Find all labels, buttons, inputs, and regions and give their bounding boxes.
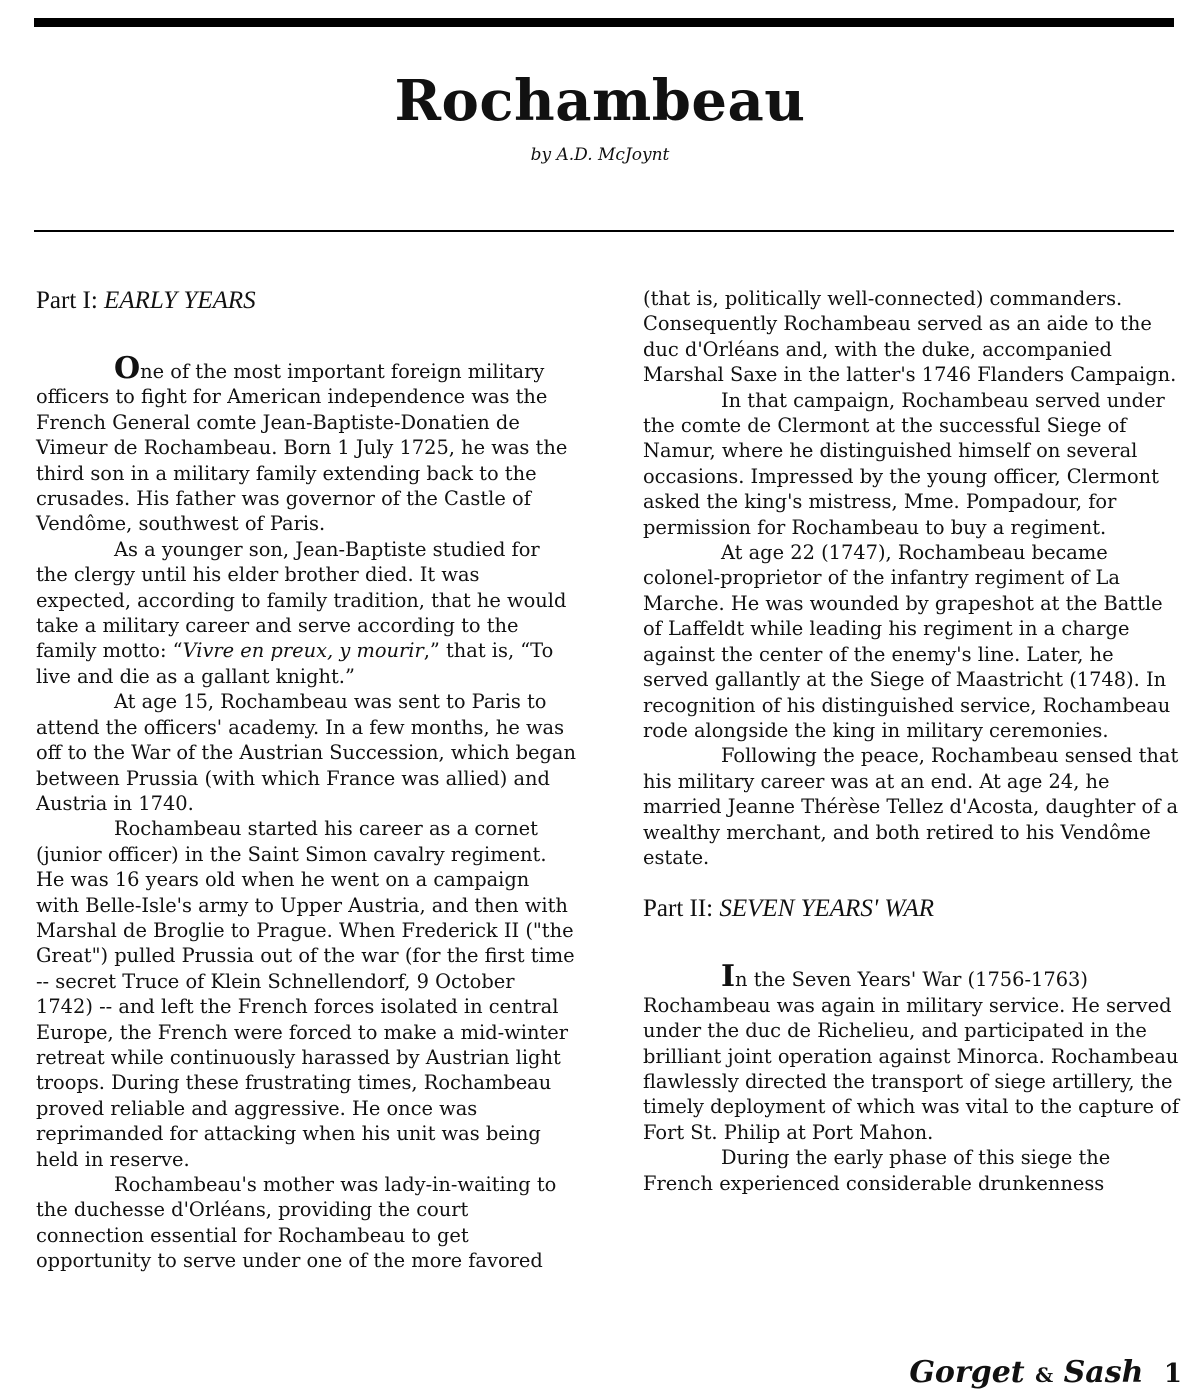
publication-name-part2: Sash	[1063, 1355, 1144, 1390]
left-column	[36, 286, 576, 1274]
publication-name-part1: Gorget	[909, 1355, 1025, 1390]
publication-footer	[909, 1355, 1182, 1390]
paragraph: At age 15, Rochambeau was sent to Paris to attend the officers' academy. In a few months, he was off to the War of the Austrian Succession, which began between Prussia (with which France was allied) and Austria in 1740.	[36, 690, 576, 815]
part1-label: Part I:	[36, 287, 105, 314]
paragraph: Rochambeau's mother was lady-in-waiting to the duchesse d'Orléans, providing the court connection essential for Rochambeau to get opportunity to serve under one of the more favored	[36, 1173, 557, 1273]
paragraph: In that campaign, Rochambeau served under the comte de Clermont at the successful Siege of Namur, where he distinguished himself on several occasions. Impressed by the young officer, Clermont asked the king's mistress, Mme. Pompadour, for permission for Rochambeau to buy a regiment.	[643, 388, 1165, 539]
right-column	[643, 286, 1183, 1196]
paragraph: Rochambeau started his career as a cornet (junior officer) in the Saint Simon cavalry regiment. He was 16 years old when he went on a campaign with Belle-Isle's army to Upper Austria, and then with Marshal de Broglie to Prague. When Frederick II ("the Great") pulled Prussia out of the war (for the first time -- secret Truce of Klein Schnellendorf, 9 October 1742) -- and left the French forces isolated in central Europe, the French were forced to make a mid-winter retreat while continuously harassed by Austrian light troops. During these frustrating times, Rochambeau proved reliable and aggressive. He once was reprimanded for attacking when his unit was being held in reserve.	[36, 817, 575, 1171]
header-rule	[34, 230, 1174, 232]
byline: by A.D. McJoynt	[530, 145, 670, 165]
part1-heading	[36, 286, 576, 316]
drop-cap: O	[114, 351, 141, 386]
paragraph	[36, 351, 576, 537]
paragraph-text: n the Seven Years' War (1756-1763) Rochambeau was again in military service. He served under the duc de Richelieu, and participated in the brilliant joint operation against Minorca. Rochambeau flawlessly directed the transport of siege artillery, the timely deployment of which was vital to the capture of Fort St. Philip at Port Mahon.	[643, 968, 1179, 1144]
paragraph	[36, 537, 576, 689]
drop-cap: I	[721, 959, 736, 995]
ampersand: &	[1035, 1363, 1054, 1387]
part2-heading	[643, 894, 1183, 924]
paragraph: Following the peace, Rochambeau sensed that his military career was at an end. At age 24, he married Jeanne Thérèse Tellez d'Acosta, daughter of a wealthy merchant, and both retired to his Vendôme estate.	[643, 744, 1179, 869]
part1-title: EARLY YEARS	[104, 287, 256, 314]
paragraph-text: ,” that is, “To live and die as a gallant knight.”	[36, 639, 554, 688]
article-title: Rochambeau	[394, 68, 806, 134]
paragraph-text: ne of the most important foreign military officers to fight for American independence was the French General comte Jean-Baptiste-Donatien de Vimeur de Rochambeau. Born 1 July 1725, he was the third son in a military family extending back to the crusades. His father was governor of the Castle of Vendôme, southwest of Paris.	[36, 360, 568, 536]
paragraph	[643, 959, 1183, 1145]
paragraph: At age 22 (1747), Rochambeau became colonel-proprietor of the infantry regiment of La Marche. He was wounded by grapeshot at the Battle of Laffeldt while leading his regiment in a charge against the center of the enemy's line. Later, he served gallantly at the Siege of Maastricht (1748). In recognition of his distinguished service, Rochambeau rode alongside the king in military ceremonies.	[643, 541, 1171, 742]
paragraph: During the early phase of this siege the French experienced considerable drunkenness	[643, 1146, 1111, 1195]
page-number: 1	[1163, 1359, 1182, 1389]
top-rule	[34, 18, 1174, 27]
part2-label: Part II:	[643, 895, 720, 923]
family-motto: Vivre en preux, y mourir	[182, 639, 424, 663]
part2-title: SEVEN YEARS' WAR	[719, 895, 935, 923]
paragraph-continued: (that is, politically well-connected) commanders. Consequently Rochambeau served as an aide to the duc d'Orléans and, with the duke, accompanied Marshal Saxe in the latter's 1746 Flanders Campaign.	[643, 287, 1177, 387]
paragraph-text: As a younger son, Jean-Baptiste studied for the clergy until his elder brother died. It was expected, according to family tradition, that he would take a military career and serve according to the family motto: “	[36, 537, 567, 663]
